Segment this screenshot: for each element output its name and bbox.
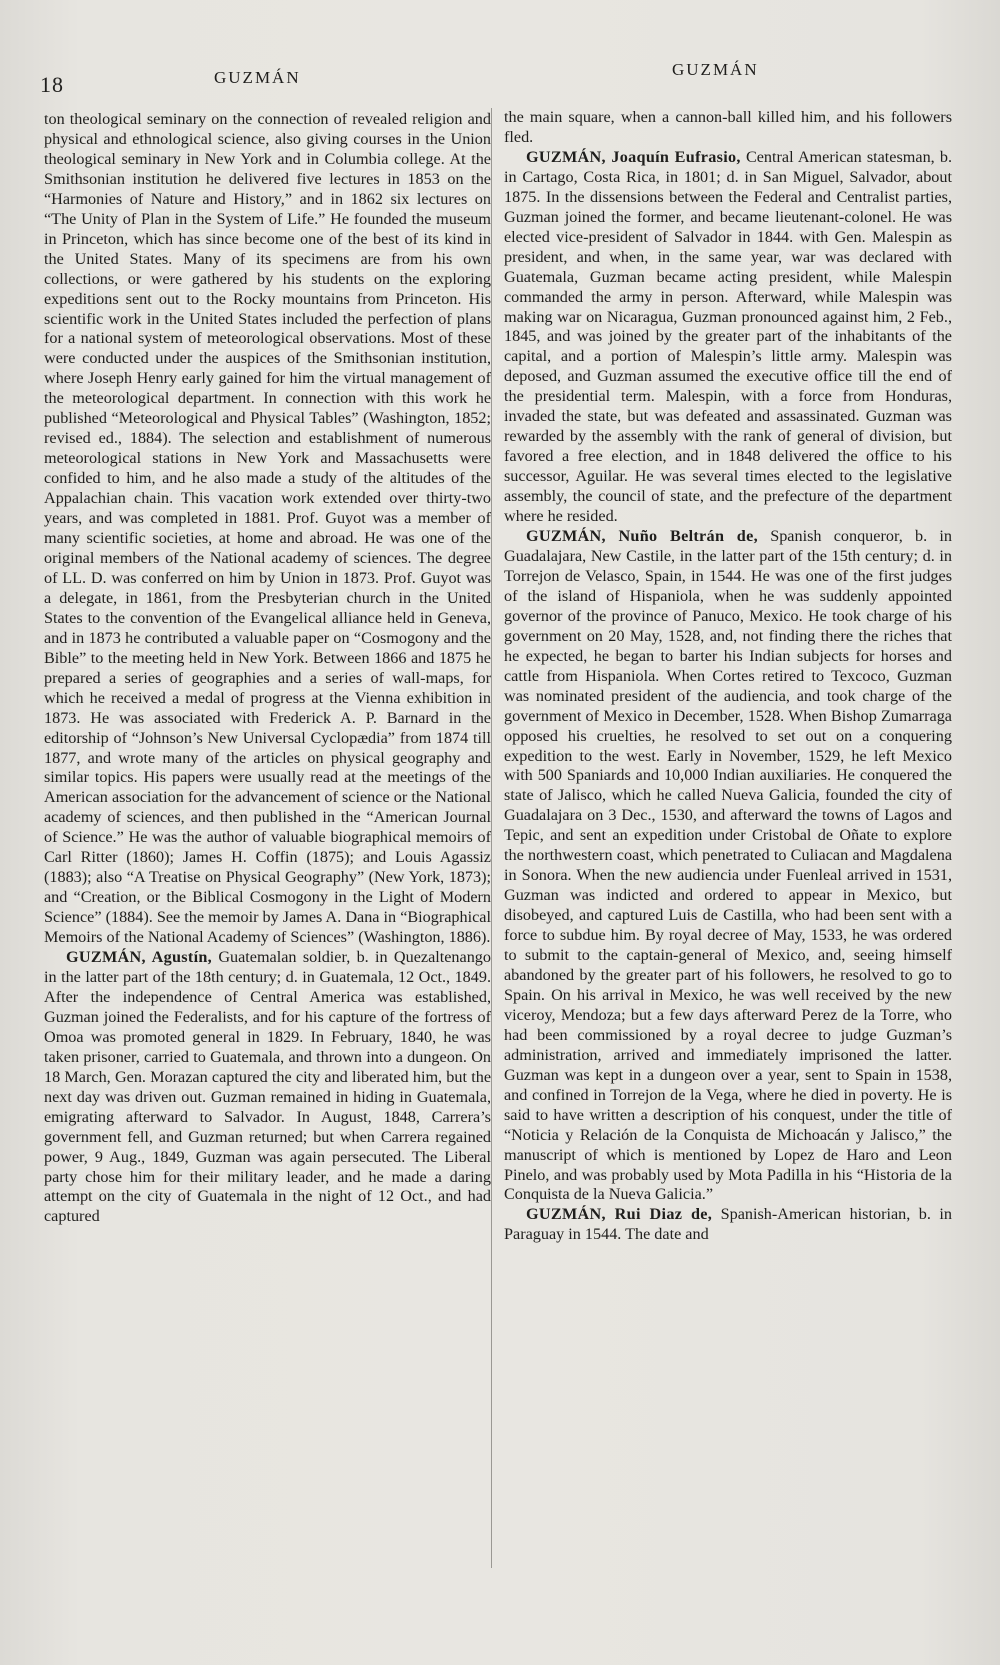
entry-guzman-agustin — [44, 948, 491, 1227]
continued-entry-text: the main square, when a cannon-ball killed him, and his followers fled. — [504, 108, 952, 146]
right-column — [504, 108, 952, 1608]
entry-headword: GUZMÁN, Nuño Beltrán de, — [526, 527, 758, 546]
entry-guzman-rui — [504, 1205, 952, 1245]
entry-body: Spanish conqueror, b. in Guadalajara, New Castile, in the latter part of the 15th century; d. in Torrejon de Velasco, Spain, in 1544. He was one of the first judges of the island of Hispaniola, when he was suddenly appointed governor of the province of Panuco, Mexico. He took charge of his government on 20 May, 1528, and, not finding there the riches that he expected, he began to barter his Indian subjects for horses and cattle from Hispaniola. When Cortes retired to Texcoco, Guzman was nominated president of the audiencia, and took charge of the government of Mexico in December, 1528. When Bishop Zumarraga opposed his cruelties, he resolved to set out on a conquering expedition to the west. Early in November, 1529, he left Mexico with 500 Spaniards and 10,000 Indian auxiliaries. He conquered the state of Jalisco, which he called Nueva Galicia, founded the city of Guadalajara on 3 Dec., 1530, and afterward the towns of Lagos and Tepic, and sent an expedition under Cristobal de Oñate to explore the northwestern coast, which penetrated to Culiacan and Magdalena in Sonora. When the new audiencia under Fuenleal arrived in 1531, Guzman was indicted and ordered to appear in Mexico, but disobeyed, and captured Luis de Castilla, who had been sent with a force to subdue him. By royal decree of May, 1533, he was ordered to submit to the captain-general of Mexico, and, seeing himself abandoned by the greater part of his followers, he resolved to go to Spain. On his arrival in Mexico, he was well received by the new viceroy, Mendoza; but a few days afterward Perez de la Torre, who had been commissioned by a royal decree to judge Guzman’s administration, arrived and immediately imprisoned the latter. Guzman was kept in a dungeon over a year, sent to Spain in 1538, and confined in Torrejon de la Vega, where he died in poverty. He is said to have written a description of his conquest, under the title of “Noticia y Relación de la Conquista de Michoacán y Jalisco,” the manuscript of which is mentioned by Lopez de Haro and Leon Pinelo, and was probably used by Mota Padilla in his “Historia de la Conquista de la Nueva Galicia.” — [504, 527, 952, 1204]
continued-entry-text: ton theological seminary on the connection of revealed religion and physical and ethnological science, also giving courses in the Union theological seminary in New York and in Columbia college. At the Smithsonian institution he delivered five lectures in 1853 on the “Harmonies of Nature and History,” and in 1862 six lectures on “The Unity of Plan in the System of Life.” He founded the museum in Princeton, which has since become one of the best of its kind in the United States. Many of its specimens are from his own collections, or were gathered by his students on the exploring expeditions sent out to the Rocky mountains from Princeton. His scientific work in the United States included the perfection of plans for a national system of meteorological observations. Most of these were conducted under the auspices of the Smithsonian institution, where Joseph Henry early gained for him the virtual management of the meteorological department. In connection with this work he published “Meteorological and Physical Tables” (Washington, 1852; revised ed., 1884). The selection and establishment of numerous meteorological stations in New York and Massachusetts were confided to him, and he also made a study of the altitudes of the Appalachian chain. This vacation work extended over thirty-two years, and was completed in 1881. Prof. Guyot was a member of many scientific societies, at home and abroad. He was one of the original members of the National academy of sciences. The degree of LL. D. was conferred on him by Union in 1873. Prof. Guyot was a delegate, in 1861, from the Presbyterian church in the United States to the convention of the Evangelical alliance held in Geneva, and in 1873 he contributed a valuable paper on “Cosmogony and the Bible” to the meeting held in New York. Between 1866 and 1875 he prepared a series of geographies and a series of wall-maps, for which he received a medal of progress at the Vienna exhibition in 1873. He was associated with Frederick A. P. Barnard in the editorship of “Johnson’s New Universal Cyclopædia” from 1874 till 1877, and wrote many of the articles on physical geography and similar topics. His papers were usually read at the meetings of the American association for the advancement of science or the National academy of sciences, and then published in the “American Journal of Science.” He was the author of valuable biographical memoirs of Carl Ritter (1860); James H. Coffin (1875); and Louis Agassiz (1883); also “A Treatise on Physical Geography” (New York, 1873); and “Creation, or the Biblical Cosmogony in the Light of Modern Science” (1884). See the memoir by James A. Dana in “Biographical Memoirs of the National Academy of Sciences” (Washington, 1886). — [44, 110, 491, 947]
entry-guzman-nuno — [504, 527, 952, 1205]
running-header-left: GUZMÁN — [214, 68, 301, 87]
column-divider — [491, 108, 492, 1568]
entry-headword: GUZMÁN, Agustín, — [66, 948, 213, 967]
entry-body: Spanish-American historian, b. in Paraguay in 1544. The date and — [504, 1205, 952, 1244]
page-number: 18 — [40, 72, 64, 97]
running-header-right: GUZMÁN — [672, 60, 759, 79]
entry-headword: GUZMÁN, Rui Diaz de, — [526, 1205, 713, 1224]
entry-guzman-joaquin — [504, 148, 952, 527]
left-column — [44, 110, 491, 1610]
entry-headword: GUZMÁN, Joaquín Eufrasio, — [526, 147, 741, 166]
entry-body: Central American statesman, b. in Cartago, Costa Rica, in 1801; d. in San Miguel, Salvador, about 1875. In the dissensions between the Federal and Centralist parties, Guzman joined the former, and became lieutenant-colonel. He was elected vice-president of Salvador in 1844. with Gen. Malespin as president, and when, in the same year, war was declared with Guatemala, Guzman became acting president, while Malespin commanded the army in person. Afterward, while Malespin was making war on Nicaragua, Guzman pronounced against him, 2 Feb., 1845, and was joined by the greater part of the inhabitants of the capital, and a portion of Malespin’s little army. Malespin was deposed, and Guzman assumed the executive office till the end of the presidential term. Malespin, with a force from Honduras, invaded the state, but was defeated and assassinated. Guzman was rewarded by the assembly with the rank of general of division, but favored a free election, and in 1848 delivered the office to his successor, Aguilar. He was several times elected to the legislative assembly, the council of state, and the prefecture of the department where he resided. — [504, 147, 952, 526]
entry-body: Guatemalan soldier, b. in Quezaltenango in the latter part of the 18th century; d. in Guatemala, 12 Oct., 1849. After the independence of Central America was established, Guzman joined the Federalists, and for his capture of the fortress of Omoa was promoted general in 1829. In February, 1840, he was taken prisoner, carried to Guatemala, and thrown into a dungeon. On 18 March, Gen. Morazan captured the city and liberated him, but the next day was driven out. Guzman remained in hiding in Guatemala, emigrating afterward to Salvador. In August, 1848, Carrera’s government fell, and Guzman returned; but when Carrera regained power, 9 Aug., 1849, Guzman was again persecuted. The Liberal party chose him for their military leader, and he made a daring attempt on the city of Guatemala in the night of 12 Oct., and had captured — [44, 948, 491, 1226]
